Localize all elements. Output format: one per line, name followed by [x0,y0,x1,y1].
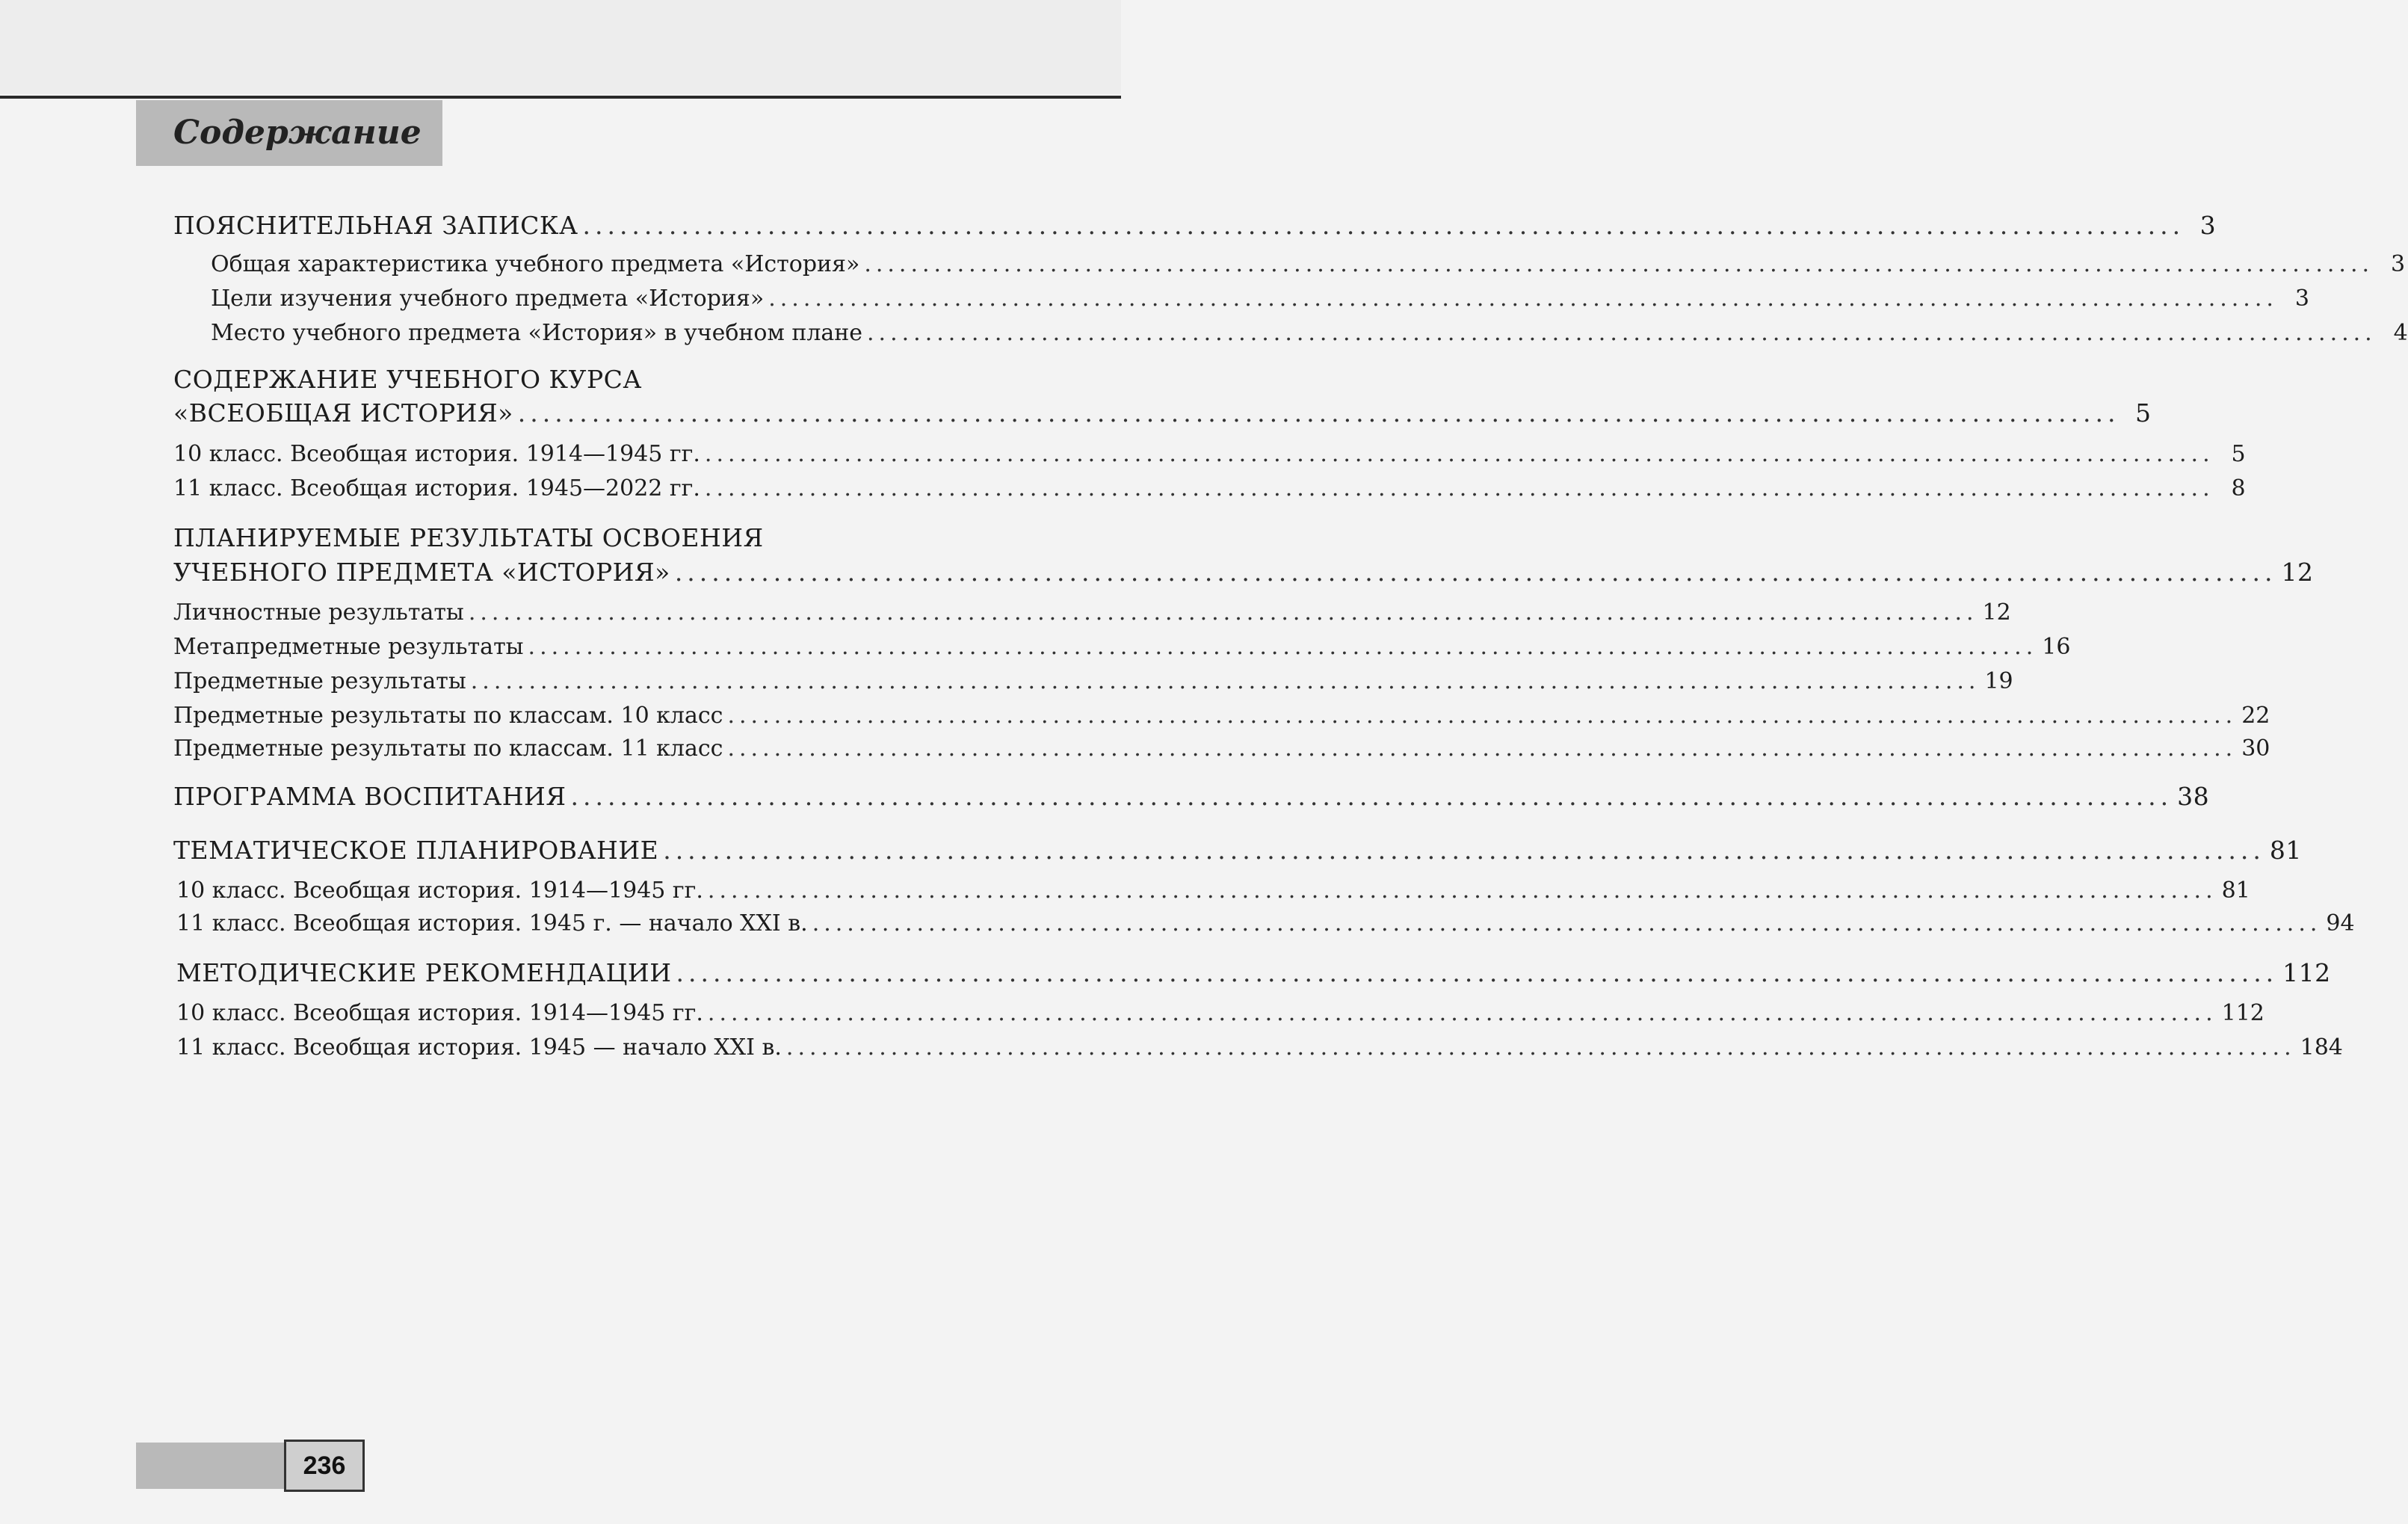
toc-entry-title: 11 класс. Всеобщая история. 1945 г. — начало XXI в. [176,910,808,937]
toc-leader-dots: .................................................................................................................................. [470,668,1981,694]
toc-entry-title[interactable]: СОДЕРЖАНИЕ УЧЕБНОГО КУРСА [173,365,642,394]
toc-leader-dots: .................................................................................................................................. [785,1034,2296,1061]
toc-entry-title: «ВСЕОБЩАЯ ИСТОРИЯ» [173,398,513,428]
toc-entry-title: Метапредметные результаты [173,634,524,660]
toc-leader-dots: .................................................................................................................................. [707,1000,2217,1026]
toc-entry-title: 10 класс. Всеобщая история. 1914—1945 гг. [176,877,703,904]
top-rule [0,96,1121,99]
toc-entry[interactable] [173,441,2246,474]
toc-entry-page: 81 [2269,836,2302,865]
toc-leader-dots: .................................................................................................................................. [704,475,2214,502]
toc-entry-title: Личностные результаты [173,599,464,626]
toc-entry-title: Цели изучения учебного предмета «История» [211,286,765,312]
toc-leader-dots: .................................................................................................................................. [528,634,2038,660]
toc-entry[interactable] [173,735,2270,768]
toc-entry-page: 30 [2241,735,2270,762]
toc-leader-dots: .................................................................................................................................. [704,441,2214,467]
toc-leader-dots: .................................................................................................................................. [768,286,2278,312]
toc-entry-title[interactable]: ПЛАНИРУЕМЫЕ РЕЗУЛЬТАТЫ ОСВОЕНИЯ [173,523,764,552]
toc-entry[interactable] [211,320,2408,353]
toc-entry[interactable] [176,910,2355,943]
toc-entry-page: 112 [2221,1000,2265,1026]
toc-entry-page: 5 [2231,441,2246,467]
toc-entry[interactable] [176,958,2331,991]
toc-entry-page: 3 [2199,211,2217,240]
toc-entry-page: 16 [2042,634,2071,660]
toc-leader-dots: .................................................................................................................................. [864,251,2374,277]
toc-entry-page: 12 [2281,558,2314,587]
toc-entry[interactable] [173,782,2210,815]
toc-entry-title: Предметные результаты по классам. 10 класс [173,703,723,729]
toc-leader-dots: .................................................................................................................................. [468,599,1978,626]
toc-entry-page: 12 [1982,599,2011,626]
page-title: Содержание [173,114,422,152]
toc-entry-title: Общая характеристика учебного предмета «История» [211,251,860,277]
bleed-through-text [172,1121,179,1146]
toc-leader-dots: .................................................................................................................................. [727,703,2238,729]
toc-entry-page: 81 [2221,877,2250,904]
toc-entry-page: 94 [2326,910,2355,937]
toc-entry-title: 11 класс. Всеобщая история. 1945 — начало XXI в. [176,1034,782,1061]
toc-entry-page: 112 [2282,958,2331,987]
toc-leader-dots: .................................................................................................................................. [812,910,2322,937]
toc-entry[interactable] [173,211,2217,244]
toc-leader-dots: .................................................................................................................................. [663,836,2265,865]
toc-entry-page: 22 [2241,703,2270,729]
toc-entry-title: 10 класс. Всеобщая история. 1914—1945 гг. [173,441,700,467]
toc-entry[interactable] [173,398,2152,431]
toc-entry[interactable] [173,599,2011,632]
toc-entry-title: 10 класс. Всеобщая история. 1914—1945 гг. [176,1000,703,1026]
toc-leader-dots: .................................................................................................................................. [582,211,2185,240]
toc-leader-dots: .................................................................................................................................. [517,398,2120,428]
page-number: 236 [284,1440,365,1492]
toc-entry-title: ТЕМАТИЧЕСКОЕ ПЛАНИРОВАНИЕ [173,836,659,865]
toc-entry[interactable] [211,286,2309,318]
toc-entry-title: УЧЕБНОГО ПРЕДМЕТА «ИСТОРИЯ» [173,558,670,587]
toc-entry-title: ПОЯСНИТЕЛЬНАЯ ЗАПИСКА [173,211,578,240]
toc-entry-page: 3 [2294,286,2309,312]
toc-entry[interactable] [173,558,2314,590]
toc-entry-title: Место учебного предмета «История» в учебном плане [211,320,863,346]
toc-entry-page: 3 [2390,251,2406,277]
toc-entry-title: 11 класс. Всеобщая история. 1945—2022 гг. [173,475,700,502]
toc-entry-title: Предметные результаты по классам. 11 класс [173,735,723,762]
toc-entry-page: 5 [2134,398,2152,428]
toc-entry[interactable] [176,877,2250,910]
toc-leader-dots: .................................................................................................................................. [570,782,2173,811]
toc-entry[interactable] [173,836,2302,869]
toc-entry[interactable] [173,475,2246,508]
toc-leader-dots: .................................................................................................................................. [707,877,2217,904]
toc-entry-page: 184 [2300,1034,2343,1061]
toc-entry-page: 8 [2231,475,2246,502]
toc-entry[interactable] [211,251,2406,284]
toc-leader-dots: .................................................................................................................................. [674,558,2277,587]
page-top-edge [0,0,1121,94]
toc-entry[interactable] [176,1034,2343,1067]
toc-entry[interactable] [173,703,2270,735]
toc-leader-dots: .................................................................................................................................. [676,958,2279,987]
toc-entry-page: 38 [2177,782,2210,811]
toc-leader-dots: .................................................................................................................................. [727,735,2238,762]
toc-entry-page: 4 [2393,320,2408,346]
toc-entry-title: МЕТОДИЧЕСКИЕ РЕКОМЕНДАЦИИ [176,958,672,987]
toc-entry-title: Предметные результаты [173,668,466,694]
toc-entry-title: ПРОГРАММА ВОСПИТАНИЯ [173,782,567,811]
toc-leader-dots: .................................................................................................................................. [867,320,2377,346]
toc-entry[interactable] [176,1000,2265,1033]
toc-entry[interactable] [173,668,2013,701]
toc-entry-page: 19 [1984,668,2013,694]
toc-entry[interactable] [173,634,2071,667]
